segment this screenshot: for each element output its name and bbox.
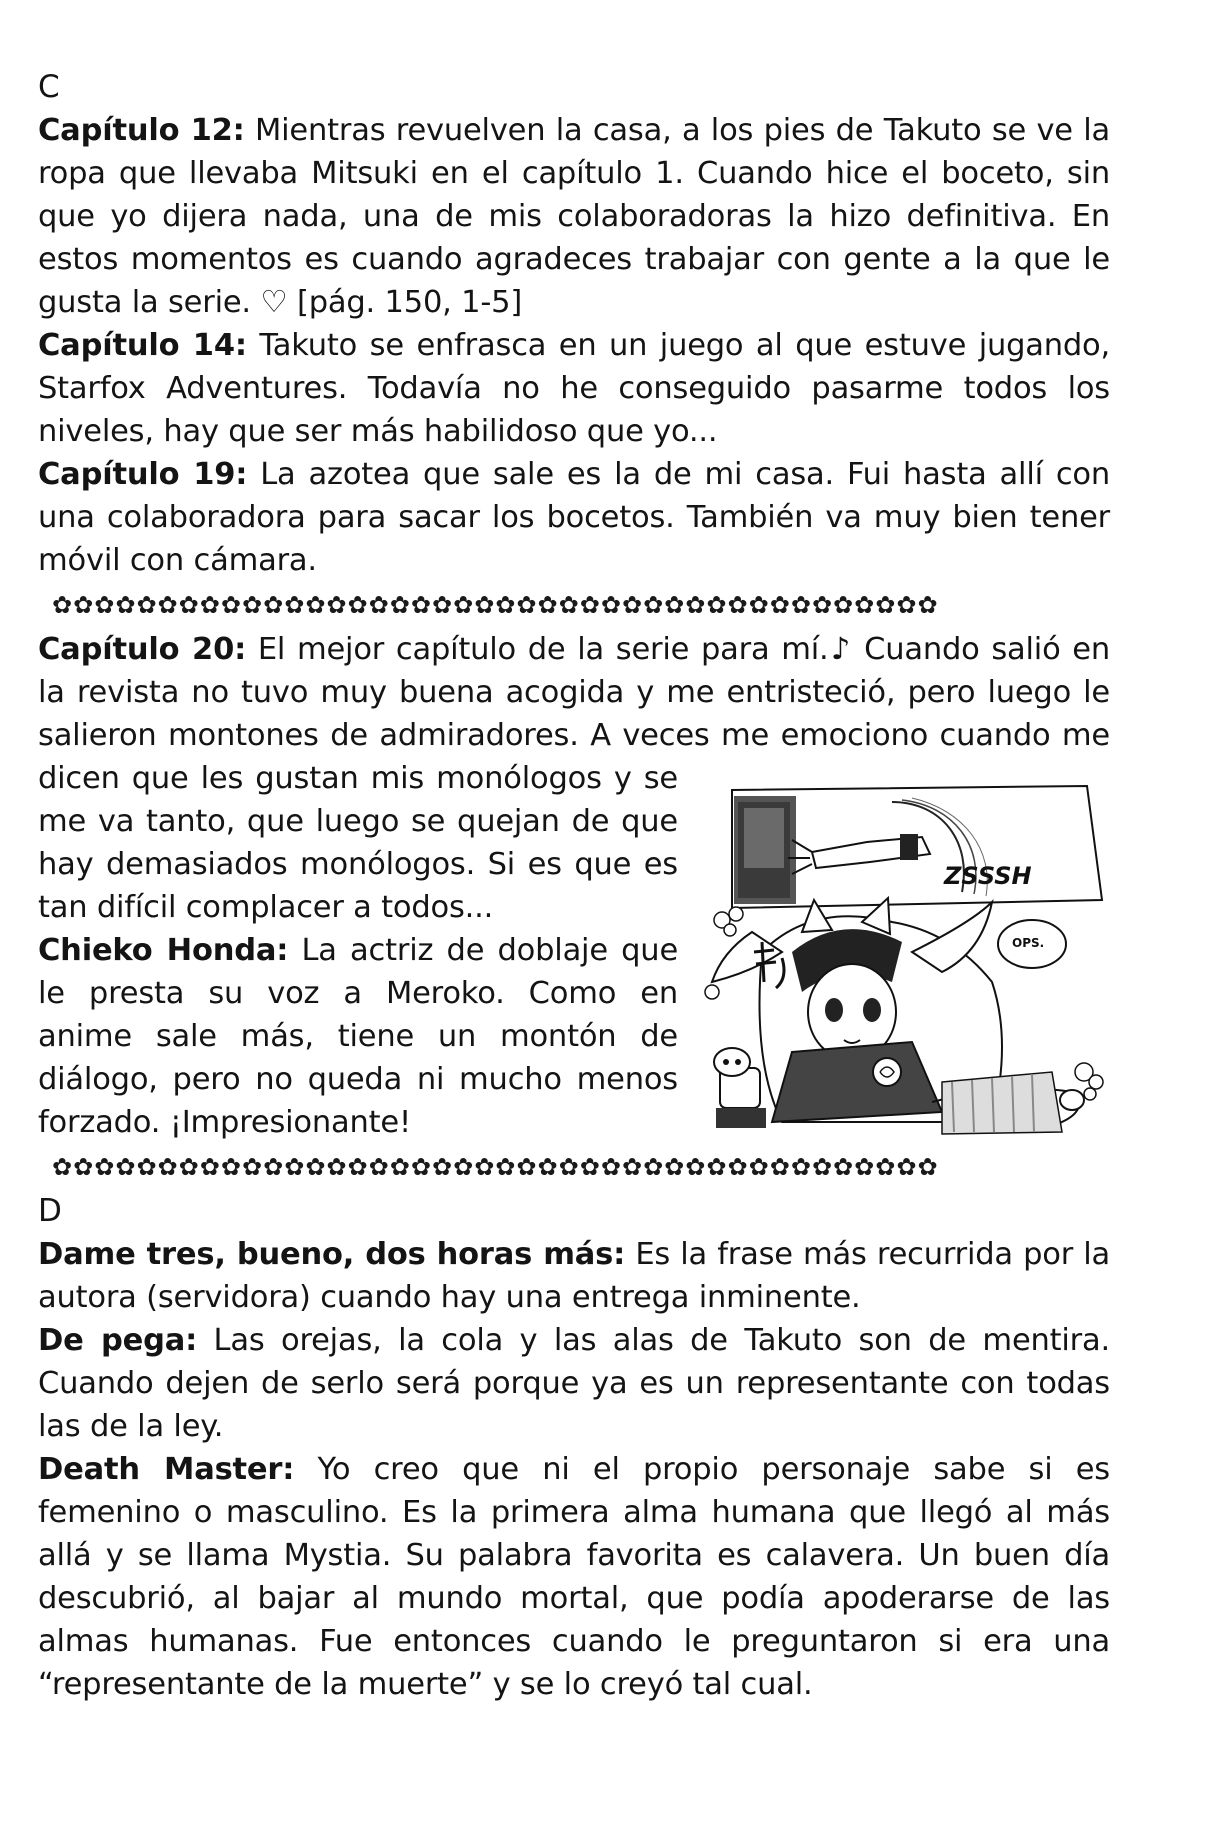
entry-text: El mejor capítulo de la serie para mí.♪ Cuando salió en la revista no tuvo muy buena acogida y me entristeció, pero luego le salieron montones de admiradores. A veces me emociono cuando me dicen que les gustan mis monólogos y se me va tanto, que luego se quejan de que hay demasiados monólogos. Si es que es tan difícil complacer a todos...: [38, 632, 1110, 925]
entry-term: Capítulo 20:: [38, 632, 247, 667]
entry-term: Capítulo 14:: [38, 328, 247, 363]
entry-text: La actriz de doblaje que le presta su voz a Meroko. Como en anime sale más, tiene un montón de diálogo, pero no queda ni mucho menos forzado. ¡Impresionante!: [38, 933, 679, 1140]
glossary-page: [38, 66, 1110, 1706]
entry-term: Death Master:: [38, 1452, 295, 1487]
entry-term: Dame tres, bueno, dos horas más:: [38, 1237, 626, 1272]
entry-term: Chieko Honda:: [38, 933, 289, 968]
entry-text: Es la frase más recurrida por la autora (servidora) cuando hay una entrega inminente.: [38, 1237, 1110, 1315]
manga-panel-drawing: [692, 782, 1110, 1138]
sfx-zsssh: ZSSSH: [944, 862, 1032, 890]
entry-term: De pega:: [38, 1323, 198, 1358]
manga-illustration: [692, 782, 1110, 1138]
entry-text: Yo creo que ni el propio personaje sabe si es femenino o masculino. Es la primera alma humana que llegó al más allá y se llama Mystia. Su palabra favorita es calavera. Un buen día descubrió, al bajar al mundo mortal, que podía apoderarse de las almas humanas. Fue entonces cuando le preguntaron si era una “representante de la muerte” y se lo creyó tal cual.: [38, 1452, 1110, 1702]
entry-capitulo-19: [38, 453, 1110, 582]
entry-text: Mientras revuelven la casa, a los pies de Takuto se ve la ropa que llevaba Mitsuki en el capítulo 1. Cuando hice el boceto, sin que yo dijera nada, una de mis colaboradoras la hizo definitiva. En estos momentos es cuando agradeces trabajar con gente a la que le gusta la serie. ♡ [pág. 150, 1-5]: [38, 113, 1110, 320]
entry-text: Las orejas, la cola y las alas de Takuto son de mentira. Cuando dejen de serlo será porque ya es un representante con todas las de la ley.: [38, 1323, 1110, 1444]
section-letter-d: D: [38, 1193, 62, 1229]
flower-divider-2: ✿✿✿✿✿✿✿✿✿✿✿✿✿✿✿✿✿✿✿✿✿✿✿✿✿✿✿✿✿✿✿✿✿✿✿✿✿✿✿✿✿✿: [52, 1153, 939, 1181]
sfx-ops: OPS.: [1012, 936, 1045, 950]
entry-term: Capítulo 19:: [38, 457, 248, 492]
entry-death-master: [38, 1448, 1110, 1706]
entry-text: Takuto se enfrasca en un juego al que estuve jugando, Starfox Adventures. Todavía no he conseguido pasarme todos los niveles, hay que ser más habilidoso que yo...: [38, 328, 1110, 449]
entry-de-pega: [38, 1319, 1110, 1448]
entry-capitulo-14: [38, 324, 1110, 453]
flower-divider: ✿✿✿✿✿✿✿✿✿✿✿✿✿✿✿✿✿✿✿✿✿✿✿✿✿✿✿✿✿✿✿✿✿✿✿✿✿✿✿✿✿✿: [52, 591, 939, 619]
illustrated-block: [38, 628, 1110, 1144]
section-letter-c: C: [38, 69, 60, 105]
entry-capitulo-12: [38, 109, 1110, 324]
entry-text: La azotea que sale es la de mi casa. Fui hasta allí con una colaboradora para sacar los bocetos. También va muy bien tener móvil con cámara.: [38, 457, 1110, 578]
entry-dame-tres: [38, 1233, 1110, 1319]
entry-term: Capítulo 12:: [38, 113, 245, 148]
